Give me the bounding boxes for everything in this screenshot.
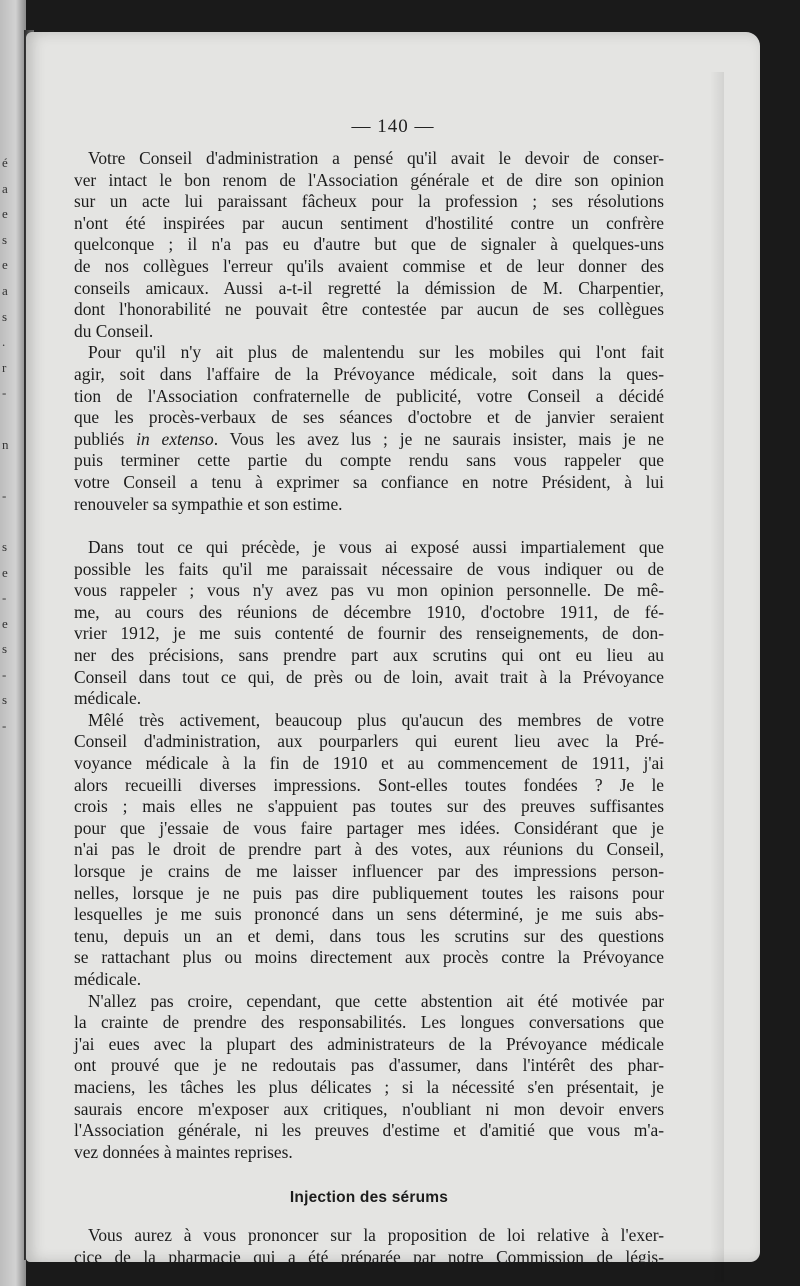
text-line: N'allez pas croire, cependant, que cette abstention ait été motivée par bbox=[88, 990, 664, 1011]
edge-letter: - bbox=[2, 718, 7, 734]
text-line: nelles, lorsque je ne puis pas dire publiquement toutes les raisons pour bbox=[74, 882, 664, 903]
text-line: tion de l'Association confraternelle de publicité, votre Conseil a décidé bbox=[74, 385, 664, 406]
text-line: Conseil dans tout ce qui, de près ou de loin, avait trait à la Prévoyance bbox=[74, 666, 664, 687]
text-line: Vous aurez à vous prononcer sur la proposition de loi relative à l'exer- bbox=[88, 1225, 664, 1246]
text-line: publiés in extenso. Vous les avez lus ; je ne saurais insister, mais je ne bbox=[74, 428, 664, 449]
adjacent-page-edge bbox=[0, 0, 26, 1286]
text-line: ver intact le bon renom de l'Association générale et de dire son opinion bbox=[74, 169, 664, 190]
text-line: votre Conseil a tenu à exprimer sa confiance en notre Président, à lui bbox=[74, 471, 664, 492]
edge-letter: e bbox=[2, 257, 8, 273]
text-line: que les procès-verbaux de ses séances d'octobre et de janvier seraient bbox=[74, 407, 664, 428]
edge-letter: e bbox=[2, 206, 8, 222]
text-line: quelconque ; il n'a pas eu d'autre but que de signaler à quelques-uns bbox=[74, 234, 664, 255]
text-line: lesquelles je me suis prononcé dans un sens déterminé, je me suis abs- bbox=[74, 904, 664, 925]
text-line: puis terminer cette partie du compte rendu sans vous rappeler que bbox=[74, 450, 664, 471]
edge-letter: n bbox=[2, 436, 9, 452]
text-line: ner des précisions, sans prendre part aux scrutins qui ont eu lieu au bbox=[74, 645, 664, 666]
text-line: voyance médicale à la fin de 1910 et au commencement de 1911, j'ai bbox=[74, 753, 664, 774]
page-body bbox=[74, 148, 664, 1269]
text-line: Conseil d'administration, aux pourparlers qui eurent lieu avec la Pré- bbox=[74, 731, 664, 752]
paragraph-proposition-de-loi bbox=[74, 1225, 664, 1268]
text-line: du Conseil. bbox=[74, 320, 154, 341]
edge-letter: - bbox=[2, 385, 7, 401]
text-line: lorsque je crains de me laisser influencer par des impressions person- bbox=[74, 861, 664, 881]
text-line: vous rappeler ; vous n'y avez pas vu mon opinion personnelle. De mê- bbox=[74, 580, 664, 601]
adjacent-page-letters bbox=[2, 150, 16, 739]
paragraph-mele bbox=[74, 710, 664, 991]
text-line: possible les faits qu'il me paraissait nécessaire de vous indiquer ou de bbox=[74, 558, 664, 579]
edge-letter: s bbox=[2, 641, 8, 657]
text-line: de nos collègues l'erreur qu'ils avaient commise et de leur donner des bbox=[74, 255, 664, 276]
paragraph-impartialement bbox=[74, 537, 664, 710]
page-curl-shadow bbox=[710, 72, 724, 1282]
edge-letter bbox=[2, 406, 16, 432]
edge-letter: - bbox=[2, 666, 7, 682]
text-line: n'ai pas le droit de prendre part à des votes, aux réunions du Conseil, bbox=[74, 839, 664, 860]
edge-letter bbox=[2, 508, 16, 534]
text-line: dont l'honorabilité ne pouvait être contestée par aucun de ses collègues bbox=[74, 299, 664, 320]
text-line: ont prouvé que je ne redoutais pas d'assumer, dans l'intérêt des phar- bbox=[74, 1055, 664, 1076]
book-page bbox=[26, 32, 760, 1267]
paragraph-malentendu bbox=[74, 342, 664, 515]
edge-letter: - bbox=[2, 590, 7, 606]
text-line: pour que j'essaie de vous faire partager mes idées. Considérant que je bbox=[74, 817, 664, 838]
text-line: vrier 1912, je me suis contenté de fournir des renseignements, de don- bbox=[74, 623, 664, 644]
text-line: médicale. bbox=[74, 688, 142, 709]
text-line: vez données à maintes reprises. bbox=[74, 1141, 293, 1162]
edge-letter: s bbox=[2, 692, 8, 708]
edge-letter: - bbox=[2, 487, 7, 503]
edge-letter: . bbox=[2, 334, 6, 350]
edge-letter: s bbox=[2, 538, 8, 554]
text-line: Pour qu'il n'y ait plus de malentendu sur les mobiles qui l'ont fait bbox=[88, 342, 664, 363]
text-line: l'Association générale, ni les preuves d'estime et d'amitié que vous m'a- bbox=[74, 1120, 664, 1141]
text-line: sur un acte lui paraissant fâcheux pour la profession ; ses résolutions bbox=[74, 191, 664, 212]
text-line: saurais encore m'exposer aux critiques, n'oubliant ni mon devoir envers bbox=[74, 1098, 664, 1119]
edge-letter: e bbox=[2, 615, 8, 631]
text-line: Mêlé très activement, beaucoup plus qu'aucun des membres de votre bbox=[88, 709, 664, 730]
section-heading: Injection des sérums bbox=[289, 1189, 449, 1207]
text-line: agir, soit dans l'affaire de la Prévoyance médicale, soit dans la ques- bbox=[74, 363, 664, 384]
paragraph-abstention bbox=[74, 991, 664, 1164]
text-line: médicale. bbox=[74, 968, 142, 989]
text-line: alors recueilli diverses impressions. Sont-elles toutes fondées ? Je le bbox=[74, 774, 664, 795]
text-line: n'ont été inspirées par aucun sentiment d'hostilité contre un confrère bbox=[74, 212, 664, 233]
italic-phrase: in extenso bbox=[136, 428, 214, 449]
edge-letter: s bbox=[2, 308, 8, 324]
text-line: se rattachant plus ou moins directement aux procès contre la Prévoyance bbox=[74, 947, 664, 968]
text-line: Votre Conseil d'administration a pensé qu'il avait le devoir de conser- bbox=[88, 148, 664, 168]
text-line: me, au cours des réunions de décembre 1910, d'octobre 1911, de fé- bbox=[74, 601, 664, 622]
text-line: crois ; mais elles ne s'appuient pas toutes sur des preuves suffisantes bbox=[74, 796, 664, 817]
text-line: j'ai eues avec la plupart des administrateurs de la Prévoyance médicale bbox=[74, 1033, 664, 1054]
edge-letter: a bbox=[2, 282, 8, 298]
edge-letter bbox=[2, 457, 16, 483]
edge-letter: é bbox=[2, 155, 8, 170]
text-line: renouveler sa sympathie et son estime. bbox=[74, 493, 343, 514]
text-line: Dans tout ce qui précède, je vous ai exposé aussi impartialement que bbox=[88, 537, 664, 558]
page-number: — 140 — bbox=[351, 116, 435, 137]
edge-letter: a bbox=[2, 180, 8, 196]
edge-letter: s bbox=[2, 231, 8, 247]
text-line: maciens, les tâches les plus délicates ; si la nécessité s'en présentait, je bbox=[74, 1076, 664, 1097]
paragraph-gap bbox=[74, 515, 664, 537]
edge-letter: e bbox=[2, 564, 8, 580]
edge-letter: r bbox=[2, 359, 7, 375]
text-line: la crainte de prendre des responsabilités. Les longues conversations que bbox=[74, 1012, 664, 1033]
text-line: cice de la pharmacie qui a été préparée par notre Commission de légis- bbox=[74, 1246, 664, 1267]
paragraph-conseil-opinion bbox=[74, 148, 664, 342]
text-line: conseils amicaux. Aussi a-t-il regretté la démission de M. Charpentier, bbox=[74, 277, 664, 298]
text-line: tenu, depuis un an et demi, dans tous les scrutins sur des questions bbox=[74, 925, 664, 946]
